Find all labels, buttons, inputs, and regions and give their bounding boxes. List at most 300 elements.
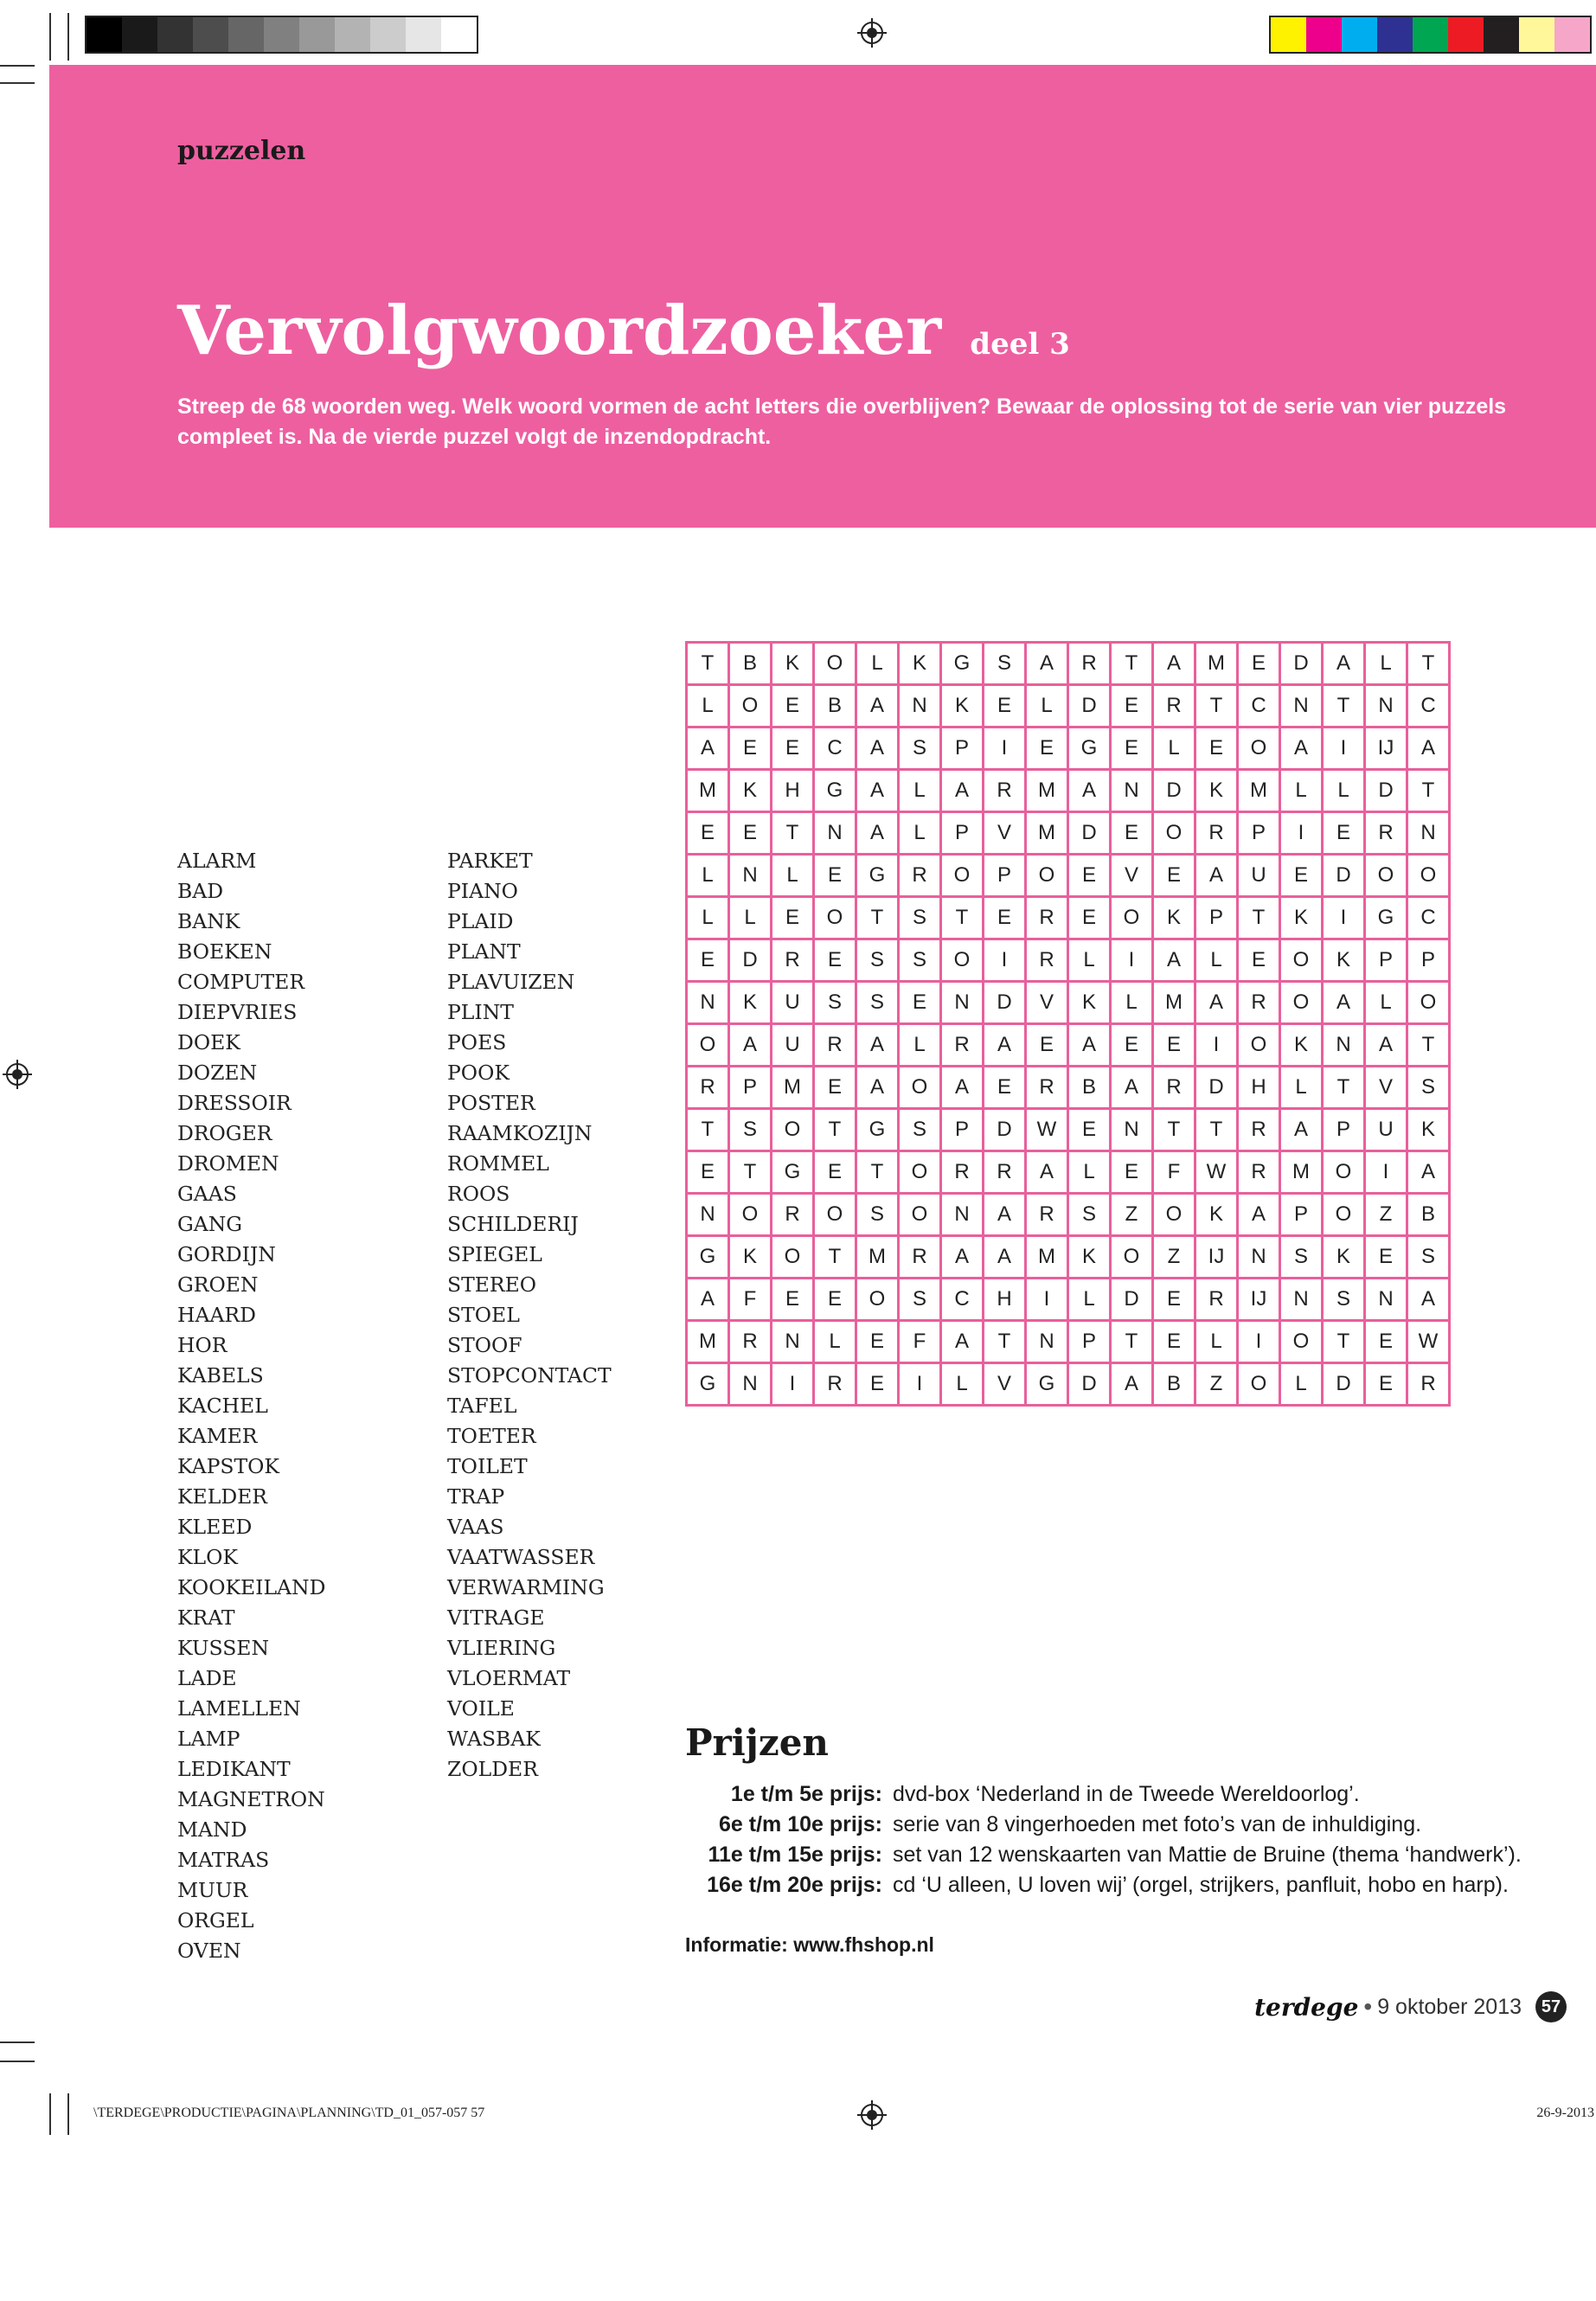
grid-cell[interactable]: E [1238, 939, 1280, 982]
grid-cell[interactable]: N [1365, 685, 1407, 727]
grid-cell[interactable]: P [1323, 1109, 1365, 1151]
grid-cell[interactable]: N [899, 685, 941, 727]
grid-cell[interactable]: R [814, 1024, 856, 1067]
grid-cell[interactable]: K [941, 685, 984, 727]
grid-cell[interactable]: R [1365, 812, 1407, 855]
grid-cell[interactable]: S [856, 1194, 899, 1236]
grid-cell[interactable]: D [1111, 1279, 1153, 1321]
grid-cell[interactable]: R [1153, 1067, 1195, 1109]
grid-cell[interactable]: K [1323, 939, 1365, 982]
grid-cell[interactable]: S [856, 939, 899, 982]
grid-cell[interactable]: E [1238, 643, 1280, 685]
grid-cell[interactable]: N [729, 855, 772, 897]
grid-cell[interactable]: IJ [1365, 727, 1407, 770]
grid-cell[interactable]: T [1195, 1109, 1238, 1151]
grid-cell[interactable]: E [814, 1067, 856, 1109]
grid-cell[interactable]: G [687, 1236, 729, 1279]
grid-cell[interactable]: A [1407, 1279, 1450, 1321]
grid-cell[interactable]: S [729, 1109, 772, 1151]
grid-cell[interactable]: N [1323, 1024, 1365, 1067]
grid-cell[interactable]: K [899, 643, 941, 685]
grid-cell[interactable]: A [1195, 855, 1238, 897]
grid-cell[interactable]: M [1153, 982, 1195, 1024]
grid-cell[interactable]: M [687, 1321, 729, 1363]
grid-cell[interactable]: D [1323, 855, 1365, 897]
grid-cell[interactable]: I [1026, 1279, 1068, 1321]
grid-cell[interactable]: C [1407, 685, 1450, 727]
grid-cell[interactable]: O [899, 1194, 941, 1236]
grid-cell[interactable]: N [1280, 685, 1323, 727]
grid-cell[interactable]: A [941, 1321, 984, 1363]
grid-cell[interactable]: M [856, 1236, 899, 1279]
grid-cell[interactable]: O [1323, 1194, 1365, 1236]
grid-cell[interactable]: K [772, 643, 814, 685]
grid-cell[interactable]: R [1026, 1067, 1068, 1109]
grid-cell[interactable]: A [1068, 770, 1111, 812]
grid-cell[interactable]: N [772, 1321, 814, 1363]
grid-cell[interactable]: T [856, 1151, 899, 1194]
grid-cell[interactable]: R [1238, 1109, 1280, 1151]
grid-cell[interactable]: A [984, 1236, 1026, 1279]
grid-cell[interactable]: O [1238, 727, 1280, 770]
grid-cell[interactable]: L [1280, 1067, 1323, 1109]
grid-cell[interactable]: D [1153, 770, 1195, 812]
grid-cell[interactable]: T [1238, 897, 1280, 939]
grid-cell[interactable]: N [1238, 1236, 1280, 1279]
grid-cell[interactable]: S [984, 643, 1026, 685]
grid-cell[interactable]: O [1111, 1236, 1153, 1279]
grid-cell[interactable]: O [941, 939, 984, 982]
grid-cell[interactable]: E [1111, 1151, 1153, 1194]
grid-cell[interactable]: O [772, 1109, 814, 1151]
grid-cell[interactable]: S [899, 1279, 941, 1321]
grid-cell[interactable]: T [729, 1151, 772, 1194]
grid-cell[interactable]: E [1153, 1321, 1195, 1363]
grid-cell[interactable]: C [814, 727, 856, 770]
grid-cell[interactable]: K [1068, 1236, 1111, 1279]
grid-cell[interactable]: L [1365, 982, 1407, 1024]
grid-cell[interactable]: I [1238, 1321, 1280, 1363]
grid-cell[interactable]: O [1026, 855, 1068, 897]
grid-cell[interactable]: A [941, 770, 984, 812]
grid-cell[interactable]: E [814, 1151, 856, 1194]
grid-cell[interactable]: Z [1195, 1363, 1238, 1406]
grid-cell[interactable]: E [814, 939, 856, 982]
grid-cell[interactable]: E [687, 939, 729, 982]
grid-cell[interactable]: H [772, 770, 814, 812]
grid-cell[interactable]: I [1195, 1024, 1238, 1067]
grid-cell[interactable]: L [814, 1321, 856, 1363]
grid-cell[interactable]: L [899, 770, 941, 812]
grid-cell[interactable]: D [729, 939, 772, 982]
grid-cell[interactable]: N [814, 812, 856, 855]
grid-cell[interactable]: R [1068, 643, 1111, 685]
grid-cell[interactable]: C [1238, 685, 1280, 727]
grid-cell[interactable]: G [1365, 897, 1407, 939]
grid-cell[interactable]: P [941, 1109, 984, 1151]
grid-cell[interactable]: O [899, 1151, 941, 1194]
grid-cell[interactable]: U [1365, 1109, 1407, 1151]
grid-cell[interactable]: O [1280, 982, 1323, 1024]
grid-cell[interactable]: O [814, 643, 856, 685]
grid-cell[interactable]: L [687, 855, 729, 897]
grid-cell[interactable]: E [1111, 685, 1153, 727]
grid-cell[interactable]: F [899, 1321, 941, 1363]
grid-cell[interactable]: L [856, 643, 899, 685]
grid-cell[interactable]: R [1195, 812, 1238, 855]
grid-cell[interactable]: B [1153, 1363, 1195, 1406]
grid-cell[interactable]: S [814, 982, 856, 1024]
grid-cell[interactable]: C [941, 1279, 984, 1321]
grid-cell[interactable]: T [687, 643, 729, 685]
grid-cell[interactable]: A [856, 1067, 899, 1109]
grid-cell[interactable]: E [899, 982, 941, 1024]
grid-cell[interactable]: V [1365, 1067, 1407, 1109]
grid-cell[interactable]: A [1280, 1109, 1323, 1151]
grid-cell[interactable]: S [899, 939, 941, 982]
grid-cell[interactable]: A [1323, 643, 1365, 685]
grid-cell[interactable]: R [984, 1151, 1026, 1194]
grid-cell[interactable]: IJ [1238, 1279, 1280, 1321]
grid-cell[interactable]: E [814, 855, 856, 897]
grid-cell[interactable]: L [1195, 1321, 1238, 1363]
grid-cell[interactable]: D [1195, 1067, 1238, 1109]
grid-cell[interactable]: O [941, 855, 984, 897]
grid-cell[interactable]: A [856, 1024, 899, 1067]
grid-cell[interactable]: R [687, 1067, 729, 1109]
grid-cell[interactable]: T [772, 812, 814, 855]
grid-cell[interactable]: G [856, 855, 899, 897]
grid-cell[interactable]: V [1111, 855, 1153, 897]
info-link[interactable]: Informatie: www.fhshop.nl [685, 1933, 934, 1956]
grid-cell[interactable]: R [1026, 1194, 1068, 1236]
grid-cell[interactable]: K [1195, 1194, 1238, 1236]
grid-cell[interactable]: V [984, 812, 1026, 855]
grid-cell[interactable]: A [1323, 982, 1365, 1024]
grid-cell[interactable]: M [687, 770, 729, 812]
grid-cell[interactable]: A [941, 1067, 984, 1109]
grid-cell[interactable]: Z [1365, 1194, 1407, 1236]
grid-cell[interactable]: E [1153, 1279, 1195, 1321]
grid-cell[interactable]: E [772, 1279, 814, 1321]
grid-cell[interactable]: T [814, 1109, 856, 1151]
grid-cell[interactable]: E [1026, 727, 1068, 770]
grid-cell[interactable]: D [1280, 643, 1323, 685]
grid-cell[interactable]: H [1238, 1067, 1280, 1109]
grid-cell[interactable]: S [1407, 1067, 1450, 1109]
grid-cell[interactable]: N [1407, 812, 1450, 855]
grid-cell[interactable]: O [729, 685, 772, 727]
grid-cell[interactable]: L [1026, 685, 1068, 727]
grid-cell[interactable]: E [1280, 855, 1323, 897]
grid-cell[interactable]: E [1068, 897, 1111, 939]
grid-cell[interactable]: A [1407, 727, 1450, 770]
grid-cell[interactable]: U [772, 982, 814, 1024]
grid-cell[interactable]: S [1068, 1194, 1111, 1236]
grid-cell[interactable]: A [984, 1024, 1026, 1067]
grid-cell[interactable]: T [1111, 643, 1153, 685]
grid-cell[interactable]: O [856, 1279, 899, 1321]
grid-cell[interactable]: L [687, 685, 729, 727]
grid-cell[interactable]: L [1195, 939, 1238, 982]
grid-cell[interactable]: W [1407, 1321, 1450, 1363]
grid-cell[interactable]: R [772, 1194, 814, 1236]
grid-cell[interactable]: L [941, 1363, 984, 1406]
grid-cell[interactable]: F [1153, 1151, 1195, 1194]
grid-cell[interactable]: I [984, 939, 1026, 982]
grid-cell[interactable]: S [856, 982, 899, 1024]
grid-cell[interactable]: O [899, 1067, 941, 1109]
grid-cell[interactable]: P [1238, 812, 1280, 855]
grid-cell[interactable]: L [1323, 770, 1365, 812]
grid-cell[interactable]: M [1026, 1236, 1068, 1279]
grid-cell[interactable]: E [1026, 1024, 1068, 1067]
grid-cell[interactable]: S [899, 727, 941, 770]
grid-cell[interactable]: R [984, 770, 1026, 812]
grid-cell[interactable]: O [1153, 812, 1195, 855]
grid-cell[interactable]: K [1280, 1024, 1323, 1067]
grid-cell[interactable]: I [1365, 1151, 1407, 1194]
grid-cell[interactable]: E [856, 1321, 899, 1363]
grid-cell[interactable]: I [1323, 897, 1365, 939]
grid-cell[interactable]: P [1365, 939, 1407, 982]
grid-cell[interactable]: L [1068, 1151, 1111, 1194]
grid-cell[interactable]: E [772, 727, 814, 770]
grid-cell[interactable]: A [984, 1194, 1026, 1236]
grid-cell[interactable]: E [772, 685, 814, 727]
grid-cell[interactable]: A [1195, 982, 1238, 1024]
grid-cell[interactable]: T [1323, 1321, 1365, 1363]
grid-cell[interactable]: E [729, 812, 772, 855]
grid-cell[interactable]: I [1111, 939, 1153, 982]
grid-cell[interactable]: N [1111, 770, 1153, 812]
grid-cell[interactable]: Z [1111, 1194, 1153, 1236]
grid-cell[interactable]: T [856, 897, 899, 939]
grid-cell[interactable]: T [814, 1236, 856, 1279]
grid-cell[interactable]: D [1365, 770, 1407, 812]
grid-cell[interactable]: A [687, 1279, 729, 1321]
grid-cell[interactable]: R [1238, 982, 1280, 1024]
grid-cell[interactable]: R [899, 1236, 941, 1279]
grid-cell[interactable]: T [687, 1109, 729, 1151]
grid-cell[interactable]: P [1068, 1321, 1111, 1363]
grid-cell[interactable]: L [1111, 982, 1153, 1024]
grid-cell[interactable]: L [899, 812, 941, 855]
grid-cell[interactable]: A [1068, 1024, 1111, 1067]
grid-cell[interactable]: M [1238, 770, 1280, 812]
grid-cell[interactable]: P [729, 1067, 772, 1109]
grid-cell[interactable]: T [1195, 685, 1238, 727]
grid-cell[interactable]: A [1280, 727, 1323, 770]
grid-cell[interactable]: P [1280, 1194, 1323, 1236]
grid-cell[interactable]: L [1365, 643, 1407, 685]
grid-cell[interactable]: E [1068, 855, 1111, 897]
grid-cell[interactable]: A [1407, 1151, 1450, 1194]
grid-cell[interactable]: E [1365, 1321, 1407, 1363]
grid-cell[interactable]: G [1068, 727, 1111, 770]
grid-cell[interactable]: C [1407, 897, 1450, 939]
grid-cell[interactable]: L [687, 897, 729, 939]
grid-cell[interactable]: A [1238, 1194, 1280, 1236]
grid-cell[interactable]: O [1238, 1363, 1280, 1406]
grid-cell[interactable]: A [856, 727, 899, 770]
grid-cell[interactable]: N [941, 982, 984, 1024]
grid-cell[interactable]: E [1365, 1236, 1407, 1279]
grid-cell[interactable]: W [1026, 1109, 1068, 1151]
grid-cell[interactable]: W [1195, 1151, 1238, 1194]
grid-cell[interactable]: M [1280, 1151, 1323, 1194]
grid-cell[interactable]: O [772, 1236, 814, 1279]
grid-cell[interactable]: P [941, 727, 984, 770]
grid-cell[interactable]: T [1407, 643, 1450, 685]
grid-cell[interactable]: E [687, 1151, 729, 1194]
grid-cell[interactable]: E [984, 1067, 1026, 1109]
grid-cell[interactable]: E [814, 1279, 856, 1321]
grid-cell[interactable]: A [1026, 643, 1068, 685]
grid-cell[interactable]: S [1407, 1236, 1450, 1279]
grid-cell[interactable]: K [1280, 897, 1323, 939]
grid-cell[interactable]: R [899, 855, 941, 897]
grid-cell[interactable]: I [984, 727, 1026, 770]
grid-cell[interactable]: R [1407, 1363, 1450, 1406]
grid-cell[interactable]: L [729, 897, 772, 939]
grid-cell[interactable]: L [772, 855, 814, 897]
grid-cell[interactable]: E [1365, 1363, 1407, 1406]
grid-cell[interactable]: O [729, 1194, 772, 1236]
grid-cell[interactable]: K [729, 770, 772, 812]
grid-cell[interactable]: R [941, 1151, 984, 1194]
grid-cell[interactable]: N [941, 1194, 984, 1236]
grid-cell[interactable]: P [941, 812, 984, 855]
grid-cell[interactable]: T [1407, 770, 1450, 812]
grid-cell[interactable]: A [941, 1236, 984, 1279]
grid-cell[interactable]: R [1238, 1151, 1280, 1194]
grid-cell[interactable]: F [729, 1279, 772, 1321]
grid-cell[interactable]: L [1280, 770, 1323, 812]
grid-cell[interactable]: O [814, 1194, 856, 1236]
grid-cell[interactable]: S [899, 897, 941, 939]
grid-cell[interactable]: O [814, 897, 856, 939]
grid-cell[interactable]: A [856, 812, 899, 855]
grid-cell[interactable]: D [1068, 812, 1111, 855]
grid-cell[interactable]: T [1153, 1109, 1195, 1151]
grid-cell[interactable]: A [1026, 1151, 1068, 1194]
grid-cell[interactable]: K [729, 982, 772, 1024]
grid-cell[interactable]: T [1407, 1024, 1450, 1067]
grid-cell[interactable]: N [1365, 1279, 1407, 1321]
grid-cell[interactable]: K [1407, 1109, 1450, 1151]
grid-cell[interactable]: E [984, 685, 1026, 727]
grid-cell[interactable]: I [1323, 727, 1365, 770]
grid-cell[interactable]: S [1280, 1236, 1323, 1279]
grid-cell[interactable]: IJ [1195, 1236, 1238, 1279]
grid-cell[interactable]: R [1026, 897, 1068, 939]
grid-cell[interactable]: A [1153, 643, 1195, 685]
grid-cell[interactable]: R [941, 1024, 984, 1067]
grid-cell[interactable]: E [856, 1363, 899, 1406]
grid-cell[interactable]: G [856, 1109, 899, 1151]
grid-cell[interactable]: E [1195, 727, 1238, 770]
grid-cell[interactable]: U [1238, 855, 1280, 897]
grid-cell[interactable]: A [1111, 1067, 1153, 1109]
grid-cell[interactable]: O [1238, 1024, 1280, 1067]
grid-cell[interactable]: I [899, 1363, 941, 1406]
grid-cell[interactable]: D [1068, 1363, 1111, 1406]
grid-cell[interactable]: A [856, 770, 899, 812]
grid-cell[interactable]: I [772, 1363, 814, 1406]
grid-cell[interactable]: K [1195, 770, 1238, 812]
grid-cell[interactable]: O [687, 1024, 729, 1067]
grid-cell[interactable]: T [1323, 1067, 1365, 1109]
grid-cell[interactable]: E [729, 727, 772, 770]
grid-cell[interactable]: O [1280, 1321, 1323, 1363]
grid-cell[interactable]: N [687, 1194, 729, 1236]
grid-cell[interactable]: N [729, 1363, 772, 1406]
grid-cell[interactable]: B [1407, 1194, 1450, 1236]
grid-cell[interactable]: L [1280, 1363, 1323, 1406]
grid-cell[interactable]: E [1153, 855, 1195, 897]
grid-cell[interactable]: L [1068, 939, 1111, 982]
grid-cell[interactable]: N [687, 982, 729, 1024]
grid-cell[interactable]: A [1365, 1024, 1407, 1067]
grid-cell[interactable]: M [1195, 643, 1238, 685]
grid-cell[interactable]: M [772, 1067, 814, 1109]
grid-cell[interactable]: L [899, 1024, 941, 1067]
grid-cell[interactable]: E [1111, 1024, 1153, 1067]
grid-cell[interactable]: A [856, 685, 899, 727]
grid-cell[interactable]: A [729, 1024, 772, 1067]
grid-cell[interactable]: A [1111, 1363, 1153, 1406]
grid-cell[interactable]: E [772, 897, 814, 939]
grid-cell[interactable]: D [984, 1109, 1026, 1151]
grid-cell[interactable]: K [1153, 897, 1195, 939]
grid-cell[interactable]: O [1111, 897, 1153, 939]
grid-cell[interactable]: O [1153, 1194, 1195, 1236]
grid-cell[interactable]: K [729, 1236, 772, 1279]
grid-cell[interactable]: N [1026, 1321, 1068, 1363]
grid-cell[interactable]: T [1323, 685, 1365, 727]
grid-cell[interactable]: V [984, 1363, 1026, 1406]
grid-cell[interactable]: G [814, 770, 856, 812]
grid-cell[interactable]: R [814, 1363, 856, 1406]
grid-cell[interactable]: O [1407, 855, 1450, 897]
grid-cell[interactable]: R [772, 939, 814, 982]
grid-cell[interactable]: D [984, 982, 1026, 1024]
grid-cell[interactable]: E [1068, 1109, 1111, 1151]
grid-cell[interactable]: A [687, 727, 729, 770]
grid-cell[interactable]: E [1111, 812, 1153, 855]
grid-cell[interactable]: G [687, 1363, 729, 1406]
grid-cell[interactable]: D [1068, 685, 1111, 727]
grid-cell[interactable]: S [899, 1109, 941, 1151]
grid-cell[interactable]: H [984, 1279, 1026, 1321]
grid-cell[interactable]: M [1026, 770, 1068, 812]
grid-cell[interactable]: Z [1153, 1236, 1195, 1279]
grid-cell[interactable]: R [1026, 939, 1068, 982]
grid-cell[interactable]: T [984, 1321, 1026, 1363]
grid-cell[interactable]: E [687, 812, 729, 855]
grid-cell[interactable]: P [1195, 897, 1238, 939]
grid-cell[interactable]: B [729, 643, 772, 685]
grid-cell[interactable]: O [1365, 855, 1407, 897]
grid-cell[interactable]: G [1026, 1363, 1068, 1406]
grid-cell[interactable]: T [1111, 1321, 1153, 1363]
grid-cell[interactable]: O [1323, 1151, 1365, 1194]
grid-cell[interactable]: S [1323, 1279, 1365, 1321]
grid-cell[interactable]: E [1153, 1024, 1195, 1067]
grid-cell[interactable]: P [1407, 939, 1450, 982]
grid-cell[interactable]: T [941, 897, 984, 939]
